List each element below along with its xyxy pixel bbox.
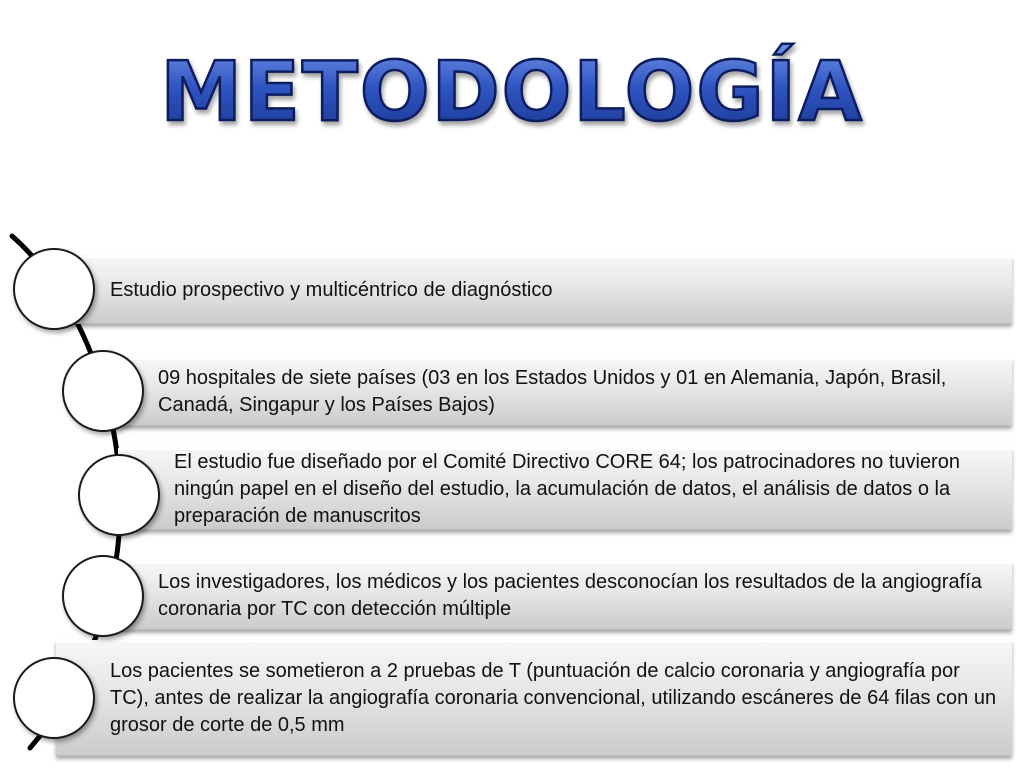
step-node-2: [62, 350, 144, 432]
step-node-4: [62, 555, 144, 637]
title-text: METODOLOGÍA: [160, 45, 864, 140]
step-text-4: Los investigadores, los médicos y los pacientes desconocían los resultados de la angiografía coronaria por TC con detección múltiple: [158, 571, 982, 620]
step-node-3: [78, 454, 160, 536]
step-bar-1: [60, 256, 1012, 324]
step-node-1: [13, 248, 95, 330]
step-text-5: Los pacientes se sometieron a 2 pruebas de T (puntuación de calcio coronaria y angiografía por TC), antes de realizar la angiografía coronaria convencional, utilizando escáneres de 64 filas con un grosor de corte de 0,5 mm: [110, 659, 997, 736]
step-text-1: Estudio prospectivo y multicéntrico de diagnóstico: [110, 278, 553, 301]
step-bar-2: [102, 358, 1012, 426]
slide-title: [150, 40, 874, 140]
step-text-3: El estudio fue diseñado por el Comité Directivo CORE 64; los patrocinadores no tuvieron ningún papel en el diseño del estudio, la acumulación de datos, el análisis de datos o la preparación de manuscritos: [174, 450, 960, 527]
step-node-5: [13, 657, 95, 739]
step-bar-3: [118, 448, 1012, 530]
step-bar-5: [56, 640, 1012, 756]
step-bar-4: [102, 562, 1012, 630]
step-text-2: 09 hospitales de siete países (03 en los Estados Unidos y 01 en Alemania, Japón, Brasil, Canadá, Singapur y los Países Bajos): [158, 367, 947, 416]
